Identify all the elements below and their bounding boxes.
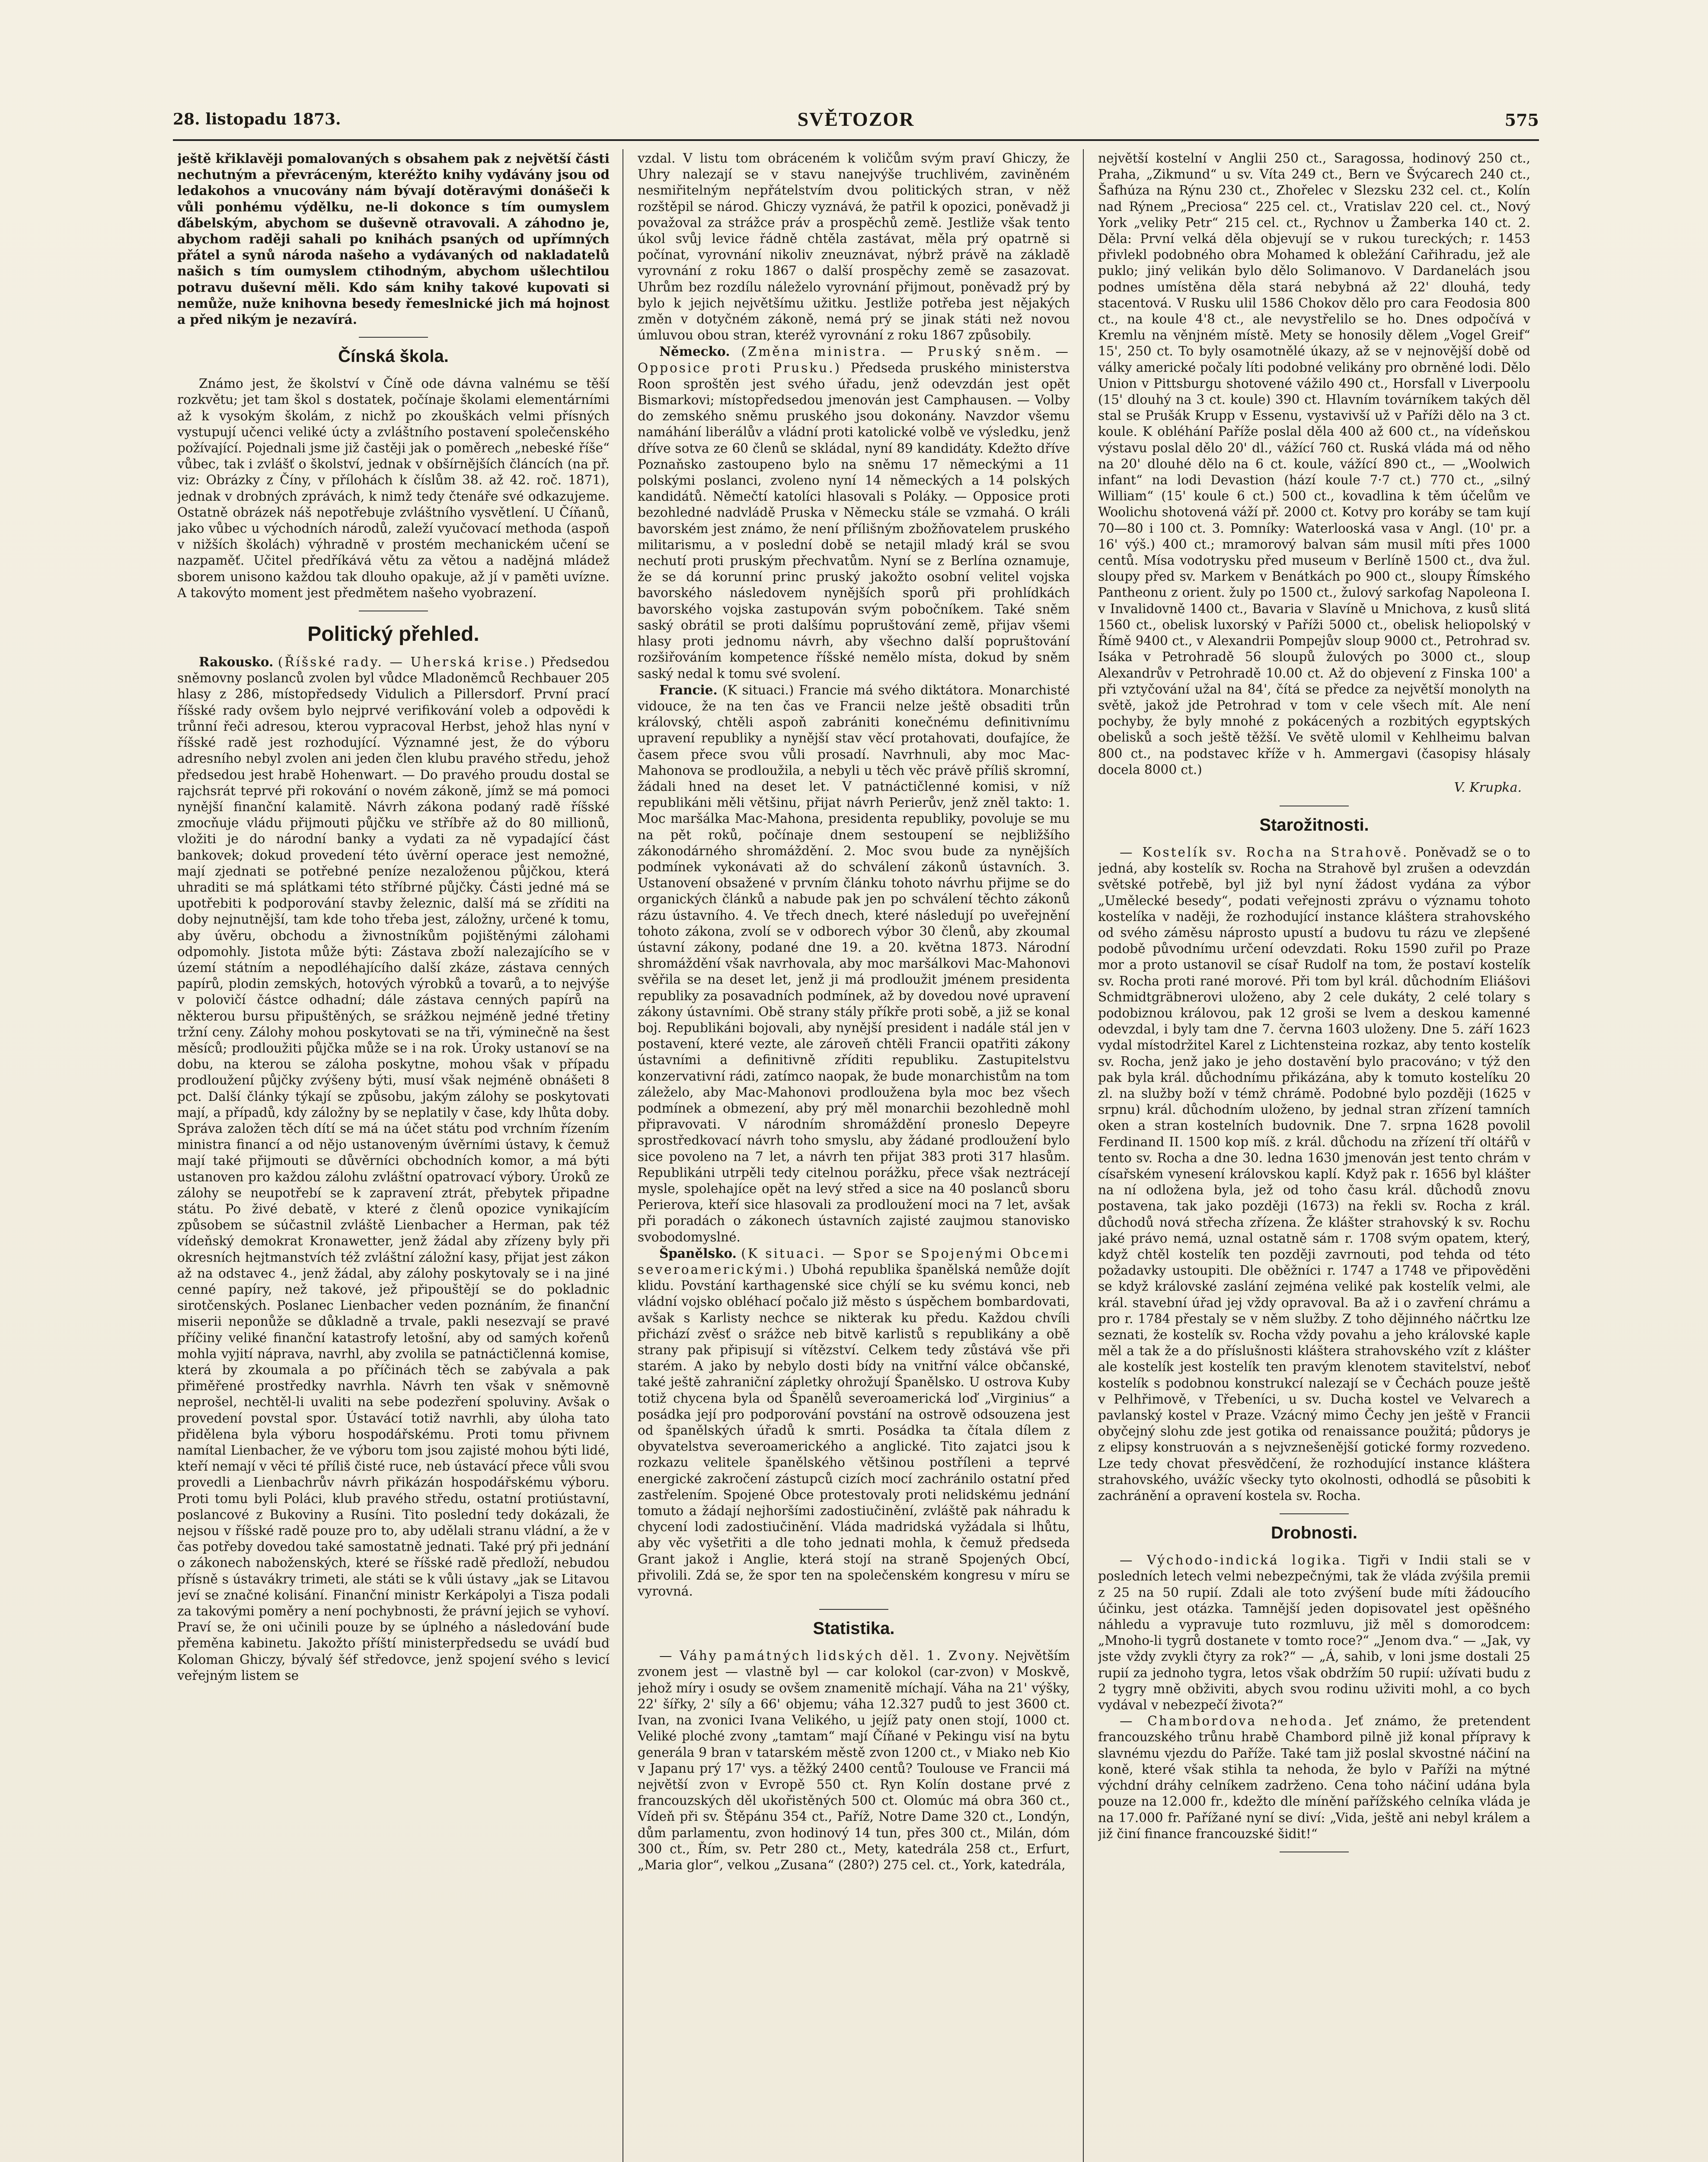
page-header	[173, 110, 1539, 136]
column-1	[177, 150, 610, 2162]
miscellany-text-1: Tigři v Indii stali se v posledních letech velmi nebezpečnými, tak že vláda zvýšila premii z 25 na 50 rupií. Zdali ale toto zvýšení bude míti žádoucího účinku, jest otázka. Tamnější jeden dopisovatel jest opěšného náhledu a vypravuje tuto rozmluvu, již měl s domorodcem: „Mnoho-li tygrů dostanete v tomto roce?“ „Jenom dva.“ — „Jak, vy jste vždy zvykli čtyry za rok?“ — „Á, sahib, v loni jsme dostali 25 rupií za jednoho tygra, letos však obdržím 50 rupií: užívati budu z 2 tygry mně obživiti, abych svou rodinu uživiti mohl, a co bych vydával v nebezpečí života?“	[1098, 1553, 1530, 1713]
miscellany-text-2: Jeť známo, že pretendent francouzského trůnu hrabě Chambord pilně již konal přípravy k slavnému vjezdu do Paříže. Také tam již poslal skvostné náčiní na koně, které však stihla ta nehoda, že bylo v Paříži na mýtné výchdní dráhy celníkem zadrženo. Cena toho náčiní udána byla pouze na 12.000 fr., kdežto dle mínění pařížského celníka vláda je na 17.000 fr. Pařížané nyní se diví: „Vida, ještě ani nebyl králem a již činí finance francouzské šidit!“	[1098, 1714, 1530, 1841]
miscellany-article-1	[1098, 1552, 1530, 1713]
china-school-text: Známo jest, že školství v Číně ode dávna valnému se těší rozkvětu; jet tam škol s dostatek, počínaje školami elementárními až k vysokým školám, z nichž po zkouškách velmi přísných vystupují učenci veliké úcty a zvláštního postavení společenského požívající. Pojednali jsme již častěji jak o poměrech „nebeské říše“ vůbec, tak i zvlášť o školství, jednak v obšírnějších článcích (na př. viz: Obrázky z Číny, v přílohách k číslům 38. až 42. roč. 1871), jednak v drobných zprávách, k nimž tedy čtenáře své odkazujeme. Ostatně obrázek náš nepotřebuje zvláštního vysvětlení. U Číňanů, jako vůbec u východních národů, zaleží vyučovací methoda (aspoň v nižších školách) výhradně v prostém mechanickém učení se nazpaměť. Učitel předříkává větu za větou a nadějná mládež sborem unisono každou tak dlouho opakuje, až jí v paměti uvízne. A takovýto moment jest předmětem našeho vyobrazení.	[177, 376, 610, 600]
miscellany-subtitle-1: — Východo-indická logika.	[1120, 1553, 1347, 1568]
column-divider-2	[1083, 149, 1084, 2162]
china-school-heading: Čínská škola.	[338, 347, 449, 366]
statistics-article	[638, 1648, 1070, 1873]
miscellany-heading: Drobnosti.	[1271, 1523, 1357, 1543]
germany-text: Předseda pruského ministerstva Roon sproštěn jest svého úřadu, jenž odevzdán jest opět Bismarkovi; místopředsedou jmenován jest Camphausen. — Volby do zemského sněmu pruského jsou dokonány. Navzdor všemu namáhání liberálův a vládní proti katolické volbě ve výsledku, jenž dříve sotva ze 60 členů se skládal, nyní 89 kandidáty. Kdežto dříve Poznaňsko zastoupeno bylo na sněmu 17 německými a 11 polskými poslanci, zvoleno nyní 14 německých a 14 polských kandidátů. Němečtí katolíci hlasovali s Poláky. — Opposice proti bezohledné nadvládě Pruska v Německu stále se vzmahá. O králi bavorském jest známo, že není přílišným zbožňovatelem pruského militarismu, a v poslední době se netajil mladý král se svou nechutí proti pruským přechvatům. Nyní se z Berlína oznamuje, že se dá korunní princ pruský jakožto osobní velitel vojska bavorského následovem nynějších sporů při prohlídkách bavorského vojska zastupován svým pobočníkem. Také sněm saský obrátil se proti dalšímu popruštování země, přijav všemi hlasy proti jednomu návrh, aby všechno další popruštování rozšiřováním kompetence říšské nemělo místa, dokud by sněm saský nedal k tomu své svolení.	[638, 360, 1070, 681]
france-lead: Francie.	[659, 682, 718, 697]
austria-subtitle: (Říšské rady. — Uherská krise.)	[278, 655, 536, 670]
statistics-heading: Statistika.	[813, 1619, 895, 1638]
masthead-title: SVĚTOZOR	[797, 108, 915, 130]
political-overview-heading: Politický přehled.	[307, 623, 479, 646]
col2-intro: vzdal. V listu tom obráceném k voličům svým praví Ghiczy, že Uhry nalezají se v stavu nanejvýše truchlivém, zaviněném nesmiřitelným nepřátelstvím dvou politických stran, v něž rozštěpil se národ. Ghiczy vyznává, že patřil k opozici, poněvadž ji považoval za strážce práv a prospěchů země. Jestliže však tento úkol svůj levice řádně chtěla zastávat, měla prý opatrně si počínat, vyrovnání nikoliv zneuznávat, nýbrž právě na základě vyrovnání z roku 1867 o další prospěchy země se zasazovat. Uhrům bez rozdílu náleželo vyrovnání přijmout, poněvadž prý by bylo k jejich největšímu užitku. Jestliže potřeba jest nějakých změn v dotyčném zákoně, nemá prý se jinak státi než novou úmluvou obou stran, kteréž vyrovnání z roku 1867 způsobily.	[638, 151, 1070, 343]
france-text: Francie má svého diktátora. Monarchisté vidouce, že na ten čas ve Francii nelze ještě obsaditi trůn královský, chtěli aspoň zabrániti konečnému definitivnímu upravení republiky a nynější stav věcí protahovati, doufajíce, že časem přece svou vůli prosadí. Navrhnuli, aby moc Mac-Mahonova se prodloužila, a nebyli u těch věc právě příliš skromní, žádali hned na deset let. V patnáctičlenné komisi, v níž republikáni měli většinu, přijat návrh Perierův, jenž zněl takto: 1. Moc maršálka Mac-Mahona, presidenta republiky, povoluje se mu na pět roků, počínaje dnem sestoupení se nejbližšího zákonodárného shromáždění. 2. Moc svou bude za nynějších podmínek vykonávati až do schválení zákonů ústavních. 3. Ustanovení obsažené v prvním článku tohoto návrhu přijme se do organických článků a nabude pak jen po schválení těchto zákonů rázu ústavního. 4. Ve třech dnech, které následují po uveřejnění tohoto zákona, zvolí se v odborech výbor 30 členů, aby zkoumal ústavní zákony, podané dne 19. a 20. května 1873. Národní shromáždění však navrhovala, aby moc maršálkovi Mac-Mahonovi svěřila se na deset let, jenž ji má prodloužit jménem presidenta republiky za posavadních podmínek, až by dovedou nové upravení zákony ústavními. Obě strany stály příkře proti sobě, a již se konal boj. Republikáni bojovali, aby nynější president i nadále stál jen v postavení, které vezte, ale zároveň chtěli Francii opatřiti zákony ústavními a definitivně zříditi republiku. Zastupitelstvu konzervativní rádi, zatímco naopak, že bude monarchistům na tom záleželo, aby Mac-Mahonovi prodloužena byla moc bez všech podmínek a obmezení, aby prý měl monarchii bezohledně mohl připravovati. V národním shromáždění proneslo Depeyre sprostředkovací návrh toho smyslu, aby žádané prodloužení bylo sice povoleno na 7 let, a návrh ten přijat 383 proti 317 hlasům. Republikáni utrpěli tedy citelnou porážku, přece však neztrácejí mysle, spolehajíce opět na levý střed a sice na 40 poslanců sboru Perierova, kteří sice hlasovali za prodloužení moci na 7 let, avšak při poradách o zákonech ústavních zajisté zaujmou stanovisko svobodomyslné.	[638, 682, 1070, 1244]
section-rule	[359, 337, 428, 338]
issue-date: 28. listopadu 1873.	[173, 110, 341, 128]
author-signature: V. Krupka.	[1454, 780, 1522, 795]
spain-text: Ubohá republika španělská nemůže dojít klidu. Povstání karthagenské sice chýlí se ku svému konci, neb vládní vojsko obléhací počalo již město s úspěchem bombardovati, avšak s Karlisty nechce se nikterak ku předu. Každou chvíli přichází zvěsť o srážce neb bitvě karlistů s republikány a obě strany pak připisují si vítězství. Celkem tedy zůstává vše při starém. A jako by nebylo dosti bídy na vnitřní válce občanské, také ještě zahraniční zápletky ohrožují Španělsko. U ostrova Kuby totiž chycena byla od Španělů severoamerická loď „Virginius“ a posádka její pro podporování povstání na ostrově odsouzena jest od španělských úřadů k smrti. Posádka ta čítala dílem z obyvatelstva severoamerického a anglické. Tito zajatci jsou k rozkazu velitele španělského většinou postříleni a teprvé energické zakročení zástupců cizích mocí zachránilo ostatní před zastřelením. Spojené Obce protestovaly proti nelidskému jednání tomuto a žádají nejhoršími zadostiučinění, zvláště pak náhradu k chycení lodi zadostiučinění. Vláda madridská vyžádala si lhůtu, aby věc vyšetřiti a dle toho jednati mohla, k čemuž předseda Grant jakož i Anglie, která stojí na straně Spojených Obcí, přivolili. Zdá se, že spor ten na společenském kongresu v míru se vyrovná.	[638, 1262, 1070, 1599]
col1-intro: ještě křiklavěji pomalovaných s obsahem pak z největší části nechutným a převráceným, kteréžto knihy vydávány jsou od ledakohos a vnucovány nám bývají dotěravými donášeči k vůli ponhému výdělku, ne-li dokonce s tím oumyslem ďábelským, abychom se duševně otravovali. A záhodno je, abychom raději sahali po knihách psaných od upřímných přátel a synů národa našeho a vydávaných od nakladatelů našich s tím oumyslem ctihodným, abychom ušlechtilou potravu duševní měli. Kdo sám knihy takové kupovati si nemůže, nuže knihovna besedy řemeslnické jich má hojnost a před nikým je nezavírá.	[177, 151, 610, 327]
antiquities-heading: Starožitnosti.	[1259, 815, 1369, 835]
antiquities-article	[1098, 844, 1530, 1504]
austria-lead: Rakousko.	[199, 654, 274, 670]
spain-article	[638, 1245, 1070, 1599]
austria-text: Předsedou sněmovny poslanců zvolen byl vůdce Mladoněmců Rechbauer 205 hlasy z 286, místopředsedy Vidulich a Pillersdorf. První prací říšské rady ovšem bylo nejprvé verifikování voleb a odpovědi k trůnní řeči adresou, kterou vypracoval Herbst, jehož hlas nyní v říšské radě jest rozhodující. Významné jest, že do výboru adresního nebyl zvolen ani jeden člen klubu pravého středu, jehož předsedou jest hrabě Hohenwart. — Do pravého proudu dostal se rajchsrát teprvé při rokování o novém zákoně, jímž se má pomoci nynější finanční kalamitě. Návrh zákona podaný radě říšské zmocňuje vládu přijmouti půjčku ve stříbře až do 80 millionů, vložiti je do národní banky a vydati za ně vypadající část bankovek; dokud provedení této úvěrní operace jest nemožné, mají zjednati se potřebné peníze nezaloženou půjčkou, která uhraditi se má splátkami této stříbrné půjčky. Části jedné má se upotřebiti k podporování stavby železnic, další má se zříditi na doby nejnutnější, tam kde toho třeba jest, záložny, určené k tomu, aby úvěru, obchodu a živnostníkům pojištěnými zálohami odpomohly. Jistota může býti: Zástava zboží nalezajícího se v území státním a nepodléhajícího další zkáze, zástava cenných papírů, plodin zemských, hotových výrobků a tovarů, a to nejvýše v polovičí částce odhadní; dále zástava cenných papírů na některou bursu připuštěných, se srážkou nejméně jedné třetiny tržní ceny. Zálohy mohou poskytovati se na tři, výminečně na šest měsíců; prodloužiti půjčka může se i na rok. Úroky ustanoví se na dobu, na kterou se záloha poskytne, mohou však v případu prodloužení půjčky zvýšeny býti, musí však nejméně obnášeti 8 pct. Další články týkají se způsobu, jakým zálohy se poskytovati mají, a případů, kdy záložny by se neplatily v čase, kdy lhůta doby. Správa založen těch dítí se má na účet státu pod vrchním řízením ministra financí a od nějo ustanoveným úvěrními ústavy, k čemuž mají také přijmouti se důvěrníci obchodních komor, a má býti ustanoven pro každou zálohu zvláštní opatrovací výbory. Úroků ze zálohy se neupotřebí se k zapravení ztrát, přebytek připadne státu. Po živé debatě, v které z členů opozice vynikajícím způsobem se súčastnil zvláště Lienbacher a Herman, pak též vídeňský demokrat Kronawetter, jenž žádal aby zřízeny byly při okresních hejtmanstvích též zvláštní záložní kasy, přijat jest zákon až na odstavec 4., jenž žádal, aby zálohy poskytovaly se i na jiné cenné papíry, než takové, jež připouštějí se do pokladnic sirotčenských. Poslanec Lienbacher veden poznáním, že finanční miserii neponůže se důkladně a trvale, pakli nesezvají se pravé příčiny veliké finanční katastrofy letošní, aby od samých kořenů mohla vyjití náprava, navrhl, aby zvolila se patnáctičlenná komise, která by zkoumala a po příčinách těch se zabývala a pak přiměřené prostředky navrhla. Návrh ten však v sněmovně neprošel, nechtěl-li uvaliti na sebe podezření spoluviny. Avšak o provedení povstal spor. Ústavácí totiž navrhli, aby úloha tato přidělena byla výboru hospodářskému. Proti tomu přivnem namítal Lienbacher, že ve výboru tom jsou zajisté mohou býti lidé, kteří nemají v věci té příliš čisté ruce, neb ústavácí přece vůli svou provedli a Lienbachrův návrh přikázán hospodářskému výboru. Proti tomu byli Poláci, klub pravého středu, ostatní protiústavní, poslancové z Bukoviny a Rusíni. Tito poslední tedy dokázali, že nejsou v říšské radě pouze pro to, aby udělali stranu vládní, a že v čas potřeby dovedou také samostatně jednati. Také prý při jednání o zákonech naboženských, které se říšské radě předloží, nebudou přísně s ústavákry trimeti, ale státi se k vůli ústavy „jak se Litavou jeví se značné kolisání. Finanční ministr Kerkápolyi a Tisza podali za takovými poměry a není pochybnosti, že právní jejich se vyhoví. Praví se, že oni učinili pouze by se úplného a následování bude přeměna kabinetu. Jakožto příští ministerpředsedu se uvádí buď Koloman Ghiczy, bývalý šéf středovce, jenž spojení svého s levicí veřejným listem se	[177, 655, 610, 1683]
section-rule	[819, 1609, 888, 1610]
antiquities-subtitle: — Kostelík sv. Rocha na Strahově.	[1120, 844, 1409, 860]
germany-lead: Německo.	[659, 344, 730, 359]
header-rule	[173, 139, 1539, 141]
miscellany-subtitle-2: — Chambordova nehoda.	[1120, 1714, 1334, 1729]
germany-article	[638, 343, 1070, 681]
france-article	[638, 682, 1070, 1245]
statistics-subtitle: — Váhy památných lidských děl. 1. Zvony.	[659, 1648, 1000, 1663]
statistics-text: Největším zvonem jest — vlastně byl — car kolokol (car-zvon) v Moskvě, jehož míry i osudy se ovšem znamenitě míchají. Váha na 21' výšky, 22' šířky, 2' síly a 66' objemu; váha 12.327 pudů to jest 3600 ct. Ivan, na zvonici Ivana Velikého, u jejíž paty onen stojí, 1000 ct. Veliké ploché zvony „tamtam“ mají Číňané v Pekingu visí na bytu generála 9 bran v tatarském městě zvon 1200 ct., v Miako neb Kio v Japanu prý 17' vys. a těžký 2400 centů? Toulouse ve Francii má největší zvon v Evropě 550 ct. Ryn Kolín dostane prvé z francouzských děl ukořistěných 500 ct. Olomúc má obra 360 ct., Vídeň při sv. Štěpánu 354 ct., Paříž, Notre Dame 320 ct., Londýn, dům parlamentu, zvon hodinový 14 tun, přes 300 ct., Milán, dóm 300 ct., Řím, sv. Petr 280 ct., Mety, katedrála 258 ct., Erfurt, „Maria glor“, velkou „Zusana“ (280?) 275 cel. ct., York, katedrála,	[638, 1648, 1070, 1872]
page-number: 575	[1504, 110, 1539, 130]
austria-article	[177, 654, 610, 1684]
column-2	[638, 150, 1070, 2162]
spain-subtitle: (K situaci. — Spor se Spojenými Obcemi severoamerickými.)	[638, 1246, 1070, 1277]
column-3	[1098, 150, 1530, 2162]
spain-lead: Španělsko.	[659, 1245, 737, 1261]
col3-intro: největší kostelní v Anglii 250 ct., Saragossa, hodinový 250 ct., Praha, „Zikmund“ u sv. Víta 249 ct., Bern ve Švýcarech 240 ct., Šafhúza na Rýnu 230 ct., Zhořelec v Slezsku 232 cel. ct., Kolín nad Rýnem „Preciosa“ 225 cel. ct., Vratislav 220 cel. ct., Nový York „veliky Petr“ 215 cel. ct., Rychnov u Žamberka 140 ct. 2. Děla: První velká děla objevují se v rukou tureckých; r. 1453 přivlekl podobného obra Mohamed k obležání Cařihradu, jež ale puklo; jiný velikán bylo dělo Solimanovo. V Dardanelách jsou podnes umístěna děla stará nebybná až 22' dlouhá, tedy stacentová. V Rusku ulil 1586 Chokov dělo pro cara Feodosia 800 ct., na koule 4'8 ct., ale nevystřelilo se ho. Dnes odpočívá v Kremlu na věnjném místě. Mety se honosily dělem „Vogel Greif“ 15', 250 ct. To byly osamotnělé úkazy, až se v nejnovější době od války americké počaly líti podobné velikány pro obrněné lodi. Dělo Union v Pittsburgu shotovené vážilo 490 ct., Horsfall v Liverpoolu (15' dlouhý na 3 ct. koule) 390 ct. Hlavním továrníkem takých děl stal se Prušák Krupp v Essenu, vystavivší už v Paříži dělo na 3 ct. koule. K obléhání Paříže poslal děla 400 až 600 ct., na vídeňskou výstavu poslal dělo 20' dl., vážící 760 ct. Ruská vláda má od něho na 20' dlouhé dělo na 6 ct. koule, vážící 890 ct., — „Woolwich infant“ na lodi Devastion (hází koule 7·7 ct.) 770 ct., „silný William“ (15' koule 6 ct.) 500 ct., kovadlina k těm účelům ve Woolichu shotovená váží př. 2000 ct. Kotvy pro koráby se tam kují 70—80 i 100 ct. 3. Pomníky: Waterlooská vasa v Angl. (10' pr. a 16' výš.) 400 ct.; mramorový balvan sám musil míti přes 1000 centů. Mísa vodotrysku před museum v Berlíně 1500 ct., dva žul. sloupy před sv. Markem v Benátkách po 900 ct., sloupy Římského Pantheonu z orient. žuly po 1500 ct., žulový sarkofag Napoleona I. v Invalidovně 1400 ct., Bavaria v Slavíně u Mnichova, z kusů slitá 1560 ct., obelisk luxorský v Paříži 5000 ct., obelisk heliopolský v Římě 9400 ct., v Alexandrii Pompejův sloup 9000 ct., Petrohrad sv. Isáka v Petrohradě 56 sloupů žulových po 3000 ct., sloup Alexandrův v Petrohradě 10.00 ct. Až do objevení z Finska 100' a při vztyčování užal na 84', čítá se předce za největší monolyth na světě, jakož jde Petrohrad v tom v cele všech mít. Ale není pochyby, že byly mnohé z pokácených a rozbitých egyptských obelisků a soch ještě těžší. Ve světě ulomil v Kehlheimu balvan 800 ct., na podstavec kříže v h. Ammergavi (časopisy hlásaly docela 8000 ct.)	[1098, 151, 1530, 777]
section-rule	[1280, 1513, 1349, 1514]
antiquities-text: Poněvadž se o to jedná, aby kostelík sv. Rocha na Strahově byl zrušen a odevzdán světské potřebě, byl již byl nyní žádost vydána za výbor „Umělecké besedy“, podati veřejnosti zprávu o významu tohoto kostelíka v naději, že rozhodující instance kláštera strahovského od svého záměsu náprosto upustí a budovu tu rázu ve zlepšené podobě původnímu určení odevzdati. Roku 1590 zuřil po Praze mor a proto ustanovil se císař Rudolf na tom, že postaví kostelík sv. Rocha proti rané morové. Při tom byl král. důchodním Eliášovi Schmidtgräbnerovi uloženo, aby 2 cele dukáty, 2 celé tolary s podobiznou královou, pak 12 groši se lvem a deskou kamenné odevzdal, i byly tam dne 7. června 1603 uloženy. Dne 5. září 1623 vydal místodržitel Karel z Lichtensteina rozkaz, aby tento kostelík sv. Rocha, jenž jako je jeho dostavění bylo pracováno; v týž den pak byla král. důchodnímu přikázána, aby k tomuto kostelíku 20 zl. na služby boží v témž chrámě. Podobné bylo později (1625 v srpnu) král. důchodním uloženo, by jednal stran zřízení tamních oken a stran kostelních budovnik. Dne 7. srpna 1628 povolil Ferdinand II. 1500 kop míš. z král. důchodu na zřízení tří oltářů v tento sv. Rocha a dne 30. ledna 1630 jmenován jest tento chrám v císařském vynesení královskou kaplí. Když pak r. 1656 byl klášter na ní odložena byla, jež od toho času král. důchodů znovu postavena, tak jako později (1673) na řekli sv. Rocha z král. důchodů nová střecha zřízena. Že klášter strahovský k sv. Rochu jaké právo nemá, uznal ostatně sám r. 1708 svým opatem, který, když chtěl kostelík ten později zavrnouti, pod tehda od této požadavky ustoupiti. Dle oběžníci r. 1747 a 1748 ve připověděni se když královské zaslání zejména veliké pak kostelík velmi, ale král. stavební úřad jej vždy opravoval. Ba až i o zavření chrámu a pro r. 1784 přestaly se v něm služby. Z toho dějinného náčrtku lze seznati, že kostelík sv. Rocha vždy povahu a jeho královské kaple měl a tak že a do příslušnosti kláštera strahovského vzít z klášter ale kostelík jest kostelík ten pravým klenotem stavitelství, neboť kostelík s podobnou konstrukcí nalezají se v Čechách pouze ještě v Pelhřimově, v Třebeníci, u sv. Ducha kostel ve Velvarech a pavlanský kostel v Praze. Vzácný mimo Čechy jen ještě v Francii obyčejný slohu zde jest gotika od renaissance použitá; půdorys je z elipsy konstruován a s nejvznešenější gotické formy rozvedeno. Lze tedy chovat přesvědčení, že rozhodující instance kláštera strahovského, uvážíc všecky tyto okolnosti, odhodlá se působiti k zachránění a opravení kostela sv. Rocha.	[1098, 844, 1530, 1503]
france-subtitle: (K situaci.)	[722, 682, 794, 697]
germany-subtitle: (Změna ministra. — Pruský sněm. — Opposice proti Prusku.)	[638, 344, 1070, 375]
miscellany-article-2	[1098, 1713, 1530, 1842]
